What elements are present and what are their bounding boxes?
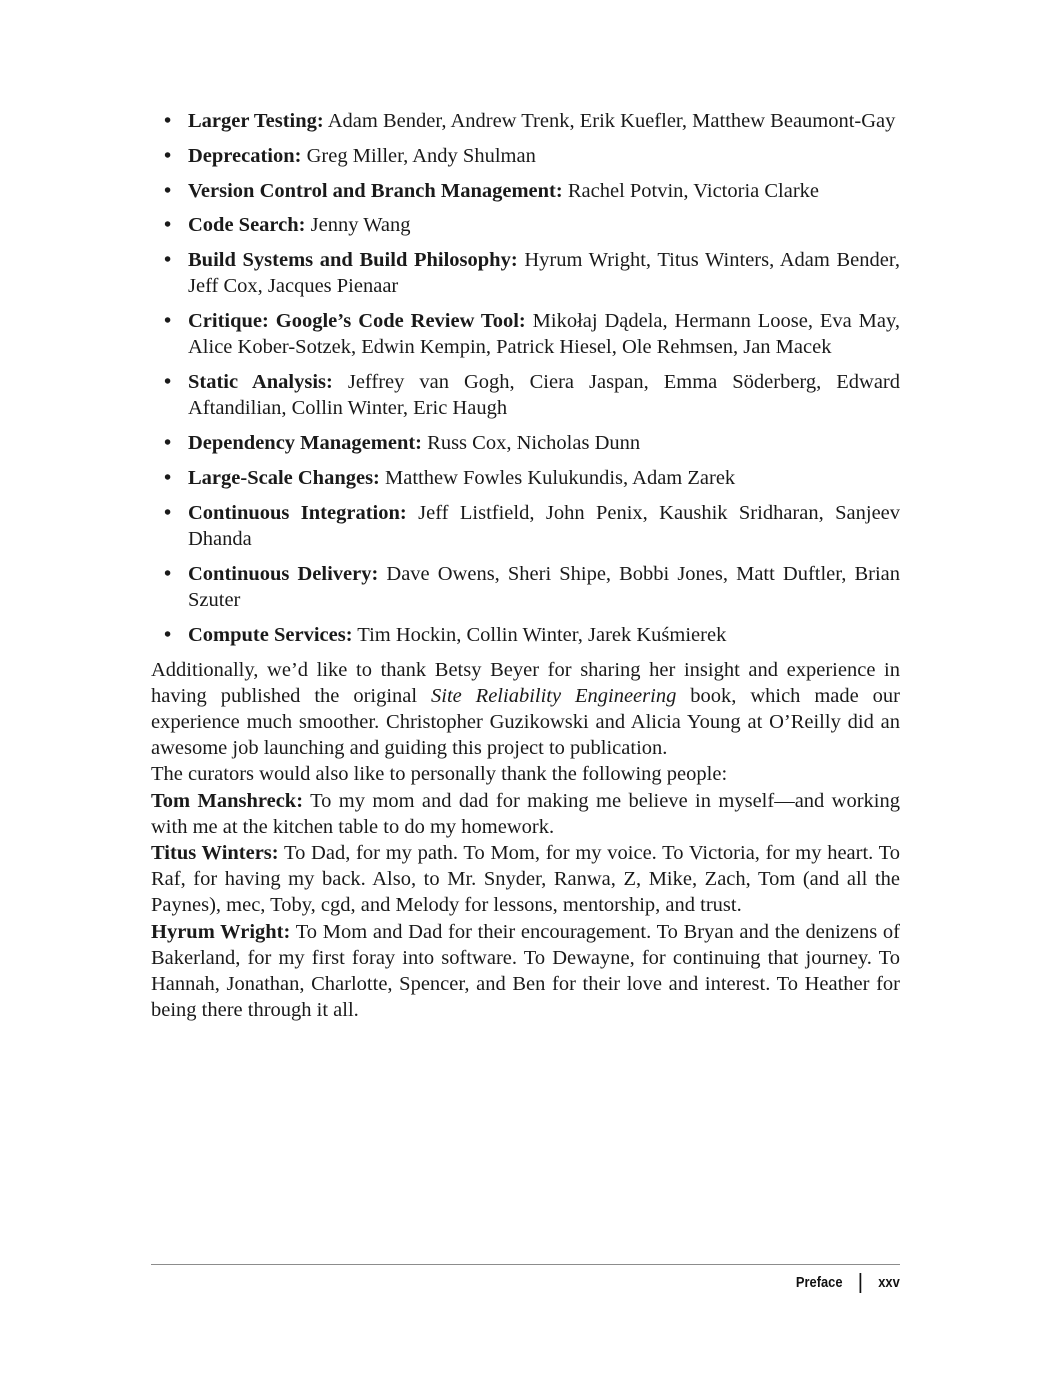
list-item xyxy=(151,247,900,299)
list-item xyxy=(151,143,900,169)
bullet: • xyxy=(164,432,172,455)
list-item xyxy=(151,465,900,491)
footer-divider xyxy=(151,1264,900,1265)
personal-thanks-text: To Dad, for my path. To Mom, for my voice. To Victoria, for my heart. To Raf, for having my back. Also, to Mr. Snyder, Ranwa, Z, Mike, Zach, Tom (and all the Paynes), mec, Toby, cgd, and Melody for lessons, mentorship, and trust. xyxy=(151,842,900,917)
credit-label: Version Control and Branch Management: xyxy=(188,179,563,202)
footer-section-title: Preface xyxy=(796,1274,843,1291)
list-item xyxy=(151,561,900,613)
credit-names: Rachel Potvin, Victoria Clarke xyxy=(567,179,820,202)
bullet: • xyxy=(164,310,172,333)
thanks-paragraph xyxy=(151,657,900,762)
list-item xyxy=(151,178,900,204)
list-item xyxy=(151,369,900,421)
bullet: • xyxy=(164,371,172,394)
page-footer xyxy=(796,1272,900,1294)
credit-names: Dave Owens, Sheri Shipe, Bobbi Jones, Matt Duftler, Brian Szuter xyxy=(188,562,901,611)
bullet: • xyxy=(164,501,172,524)
book-title: Site Reliability Engineering xyxy=(431,684,677,707)
bullet: • xyxy=(164,144,172,167)
credit-label: Critique: Google’s Code Review Tool: xyxy=(188,310,526,333)
footer-separator xyxy=(860,1273,861,1293)
page-number: xxv xyxy=(878,1274,900,1291)
bullet: • xyxy=(164,249,172,272)
list-item xyxy=(151,108,900,134)
person-name: Hyrum Wright: xyxy=(151,920,291,943)
credit-names: Matthew Fowles Kulukundis, Adam Zarek xyxy=(385,466,736,489)
personal-thanks-paragraph xyxy=(151,840,900,919)
credit-names: Hyrum Wright, Titus Winters, Adam Bender, Jeff Cox, Jacques Pienaar xyxy=(188,249,900,298)
list-item xyxy=(151,212,900,238)
credit-names: Adam Bender, Andrew Trenk, Erik Kuefler, Matthew Beaumont-Gay xyxy=(327,110,896,132)
personal-thanks-text: To Mom and Dad for their encouragement. To Bryan and the denizens of Bakerland, for my first foray into software. To Dewayne, for continuing that journey. To Hannah, Jonathan, Charlotte, Spencer, and Ben for their love and interest. To Heather for being there through it all. xyxy=(151,920,900,1022)
credit-names: Mikołaj Dądela, Hermann Loose, Eva May, Alice Kober-Sotzek, Edwin Kempin, Patrick Hiesel, Ole Rehmsen, Jan Macek xyxy=(188,310,900,359)
credit-label: Deprecation: xyxy=(188,144,302,167)
credit-label: Build Systems and Build Philosophy: xyxy=(188,249,518,272)
thanks-text-before: Additionally, we’d like to thank Betsy Beyer for sharing her insight and experience in having published the original xyxy=(151,658,900,707)
credit-names: Jenny Wang xyxy=(310,214,411,237)
person-name: Titus Winters: xyxy=(151,842,279,864)
credit-label: Code Search: xyxy=(188,214,306,237)
list-item xyxy=(151,500,900,552)
credit-names: Greg Miller, Andy Shulman xyxy=(306,144,536,167)
curators-intro: The curators would also like to personally thank the following people: xyxy=(151,763,728,786)
credit-label: Compute Services: xyxy=(188,623,353,646)
credit-names: Jeff Listfield, John Penix, Kaushik Sridharan, Sanjeev Dhanda xyxy=(188,501,901,550)
personal-thanks-paragraph xyxy=(151,788,900,840)
thanks-text-after: book, which made our experience much smoother. Christopher Guzikowski and Alicia Young at O’Reilly did an awesome job launching and guiding this project to publication. xyxy=(151,684,900,760)
credit-label: Dependency Management: xyxy=(188,432,423,455)
credits-list xyxy=(151,108,900,648)
credit-label: Continuous Delivery: xyxy=(188,562,379,585)
person-name: Tom Manshreck: xyxy=(151,789,304,812)
bullet: • xyxy=(164,623,172,646)
credit-label: Large-Scale Changes: xyxy=(188,466,380,489)
credit-label: Static Analysis: xyxy=(188,371,333,394)
list-item xyxy=(151,308,900,360)
bullet: • xyxy=(164,110,172,132)
bullet: • xyxy=(164,179,172,202)
list-item xyxy=(151,430,900,456)
credit-names: Tim Hockin, Collin Winter, Jarek Kuśmierek xyxy=(357,623,727,646)
bullet: • xyxy=(164,466,172,489)
credit-names: Jeffrey van Gogh, Ciera Jaspan, Emma Söderberg, Edward Aftandilian, Collin Winter, Eric Haugh xyxy=(188,371,901,420)
credit-label: Larger Testing: xyxy=(188,110,324,132)
credit-label: Continuous Integration: xyxy=(188,501,407,524)
bullet: • xyxy=(164,214,172,237)
page-content xyxy=(151,108,900,1023)
personal-thanks-paragraph xyxy=(151,919,900,1024)
personal-thanks-text: To my mom and dad for making me believe in myself—and working with me at the kitchen table to do my homework. xyxy=(151,789,901,838)
bullet: • xyxy=(164,562,172,585)
credit-names: Russ Cox, Nicholas Dunn xyxy=(427,432,641,455)
list-item xyxy=(151,622,900,648)
